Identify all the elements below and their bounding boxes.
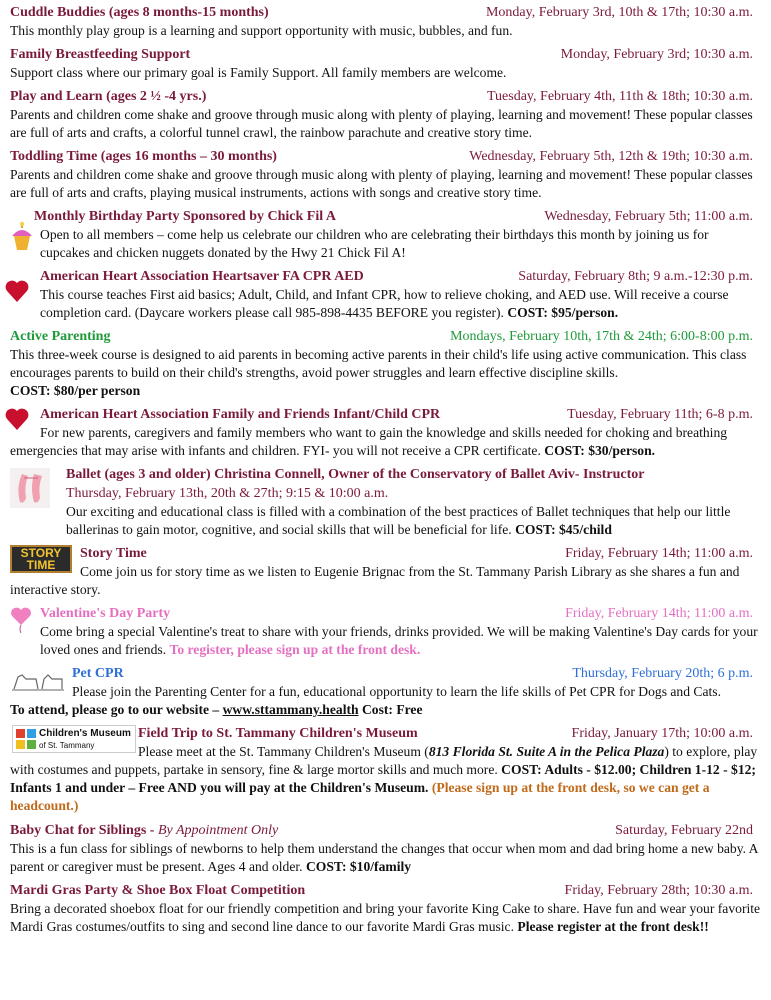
event-title: Pet CPR (72, 666, 124, 681)
event-date: Monday, February 3rd, 10th & 17th; 10:30 a.m. (485, 5, 753, 20)
event-date: Friday, February 14th; 11:00 a.m. (565, 546, 753, 561)
event-description: Come bring a special Valentine's treat to share with your friends, drinks provided. We will be making Valentine's Day cards for your loved ones and friends. (40, 624, 758, 657)
event-cost: COST: $95/person. (507, 305, 619, 320)
event-mardi-gras (10, 882, 761, 936)
event-date: Monday, February 3rd; 10:30 a.m. (560, 47, 753, 62)
event-description: Parents and children come shake and groove through music along with plenty of playing, learning and movement! These popular classes are full of arts and crafts, a colorful tunnel crawl, the rainbow parachute and creative story time. (10, 107, 753, 140)
event-date: Thursday, February 20th; 6 p.m. (572, 666, 753, 681)
event-family-breastfeeding (10, 46, 761, 82)
story-time-logo: STORY TIME (10, 545, 72, 573)
event-ballet (10, 466, 761, 539)
childrens-museum-logo (12, 725, 136, 753)
heart-icon (4, 406, 30, 432)
event-date: Saturday, February 8th; 9 a.m.-12:30 p.m. (518, 269, 753, 284)
event-field-trip (10, 725, 761, 815)
event-description: Support class where our primary goal is Family Support. All family members are welcome. (10, 65, 507, 80)
event-date: Mondays, February 10th, 17th & 24th; 6:00-8:00 p.m. (450, 329, 753, 344)
event-title: Monthly Birthday Party Sponsored by Chick Fil A (34, 209, 336, 224)
event-description-suffix: ) to explore, play with costumes and puppets, partake in sensory, fine & large mortor skills and much more. (10, 744, 758, 777)
event-heartsaver-cpr (10, 268, 761, 322)
event-cost: COST: $45/child (515, 522, 612, 537)
event-date: Tuesday, February 11th; 6-8 p.m. (567, 407, 753, 422)
event-title: Story Time (80, 546, 147, 561)
event-cost: COST: $30/person. (544, 443, 656, 458)
website-link[interactable]: www.sttammany.health (222, 702, 359, 717)
event-cost: COST: Adults - $12.00; Children 1-12 - $12; Infants 1 and under – Free AND you will pay at the Children's Museum. (10, 762, 756, 795)
event-description: Come join us for story time as we listen to Eugenie Brignac from the St. Tammany Parish Library as she shares a fun and interactive story. (10, 564, 740, 597)
event-description: Open to all members – come help us celebrate our children who are celebrating their birthdays this month by joining us for cupcakes and chicken nuggets donated by the Hwy 21 Chick Fil A! (40, 227, 709, 260)
event-family-friends-cpr (10, 406, 761, 460)
event-date: Thursday, February 13th, 20th & 27th; 9:15 & 10:00 a.m. (66, 486, 389, 501)
event-title: Mardi Gras Party & Shoe Box Float Competition (10, 883, 306, 898)
event-date: Friday, January 17th; 10:00 a.m. (571, 726, 753, 741)
event-cost: COST: $10/family (305, 859, 412, 874)
event-baby-chat (10, 821, 761, 876)
event-title: Field Trip to St. Tammany Children's Museum (138, 726, 418, 741)
event-description-prefix: Please meet at the St. Tammany Children's Museum ( (138, 744, 429, 759)
event-description: Please join the Parenting Center for a fun, educational opportunity to learn the life skills of Pet CPR for Dogs and Cats. (72, 684, 721, 699)
event-description: Bring a decorated shoebox float for our friendly competition and bring your favorite King Cake to share. Have fun and wear your favorite Mardi Gras costumes/outfits to sing and second line dance to our favorite Mardi Gras music. (10, 901, 761, 934)
event-date: Tuesday, February 4th, 11th & 18th; 10:30 a.m. (487, 89, 753, 104)
ballet-shoes-icon (10, 468, 50, 508)
event-date: Wednesday, February 5th; 11:00 a.m. (544, 209, 753, 224)
event-valentines-party (10, 605, 761, 659)
event-description: Our exciting and educational class is filled with a combination of the best practices of Ballet techniques that help our little ballerinas to gain motor, cognitive, and social skills that will be beneficial for life. (66, 504, 731, 537)
headcount-note: (Please sign up at the front desk, so we can get a headcount.) (10, 780, 710, 813)
event-pet-cpr (10, 665, 761, 719)
event-date: Friday, February 28th; 10:30 a.m. (564, 883, 753, 898)
event-title: Baby Chat for Siblings - (10, 823, 158, 838)
event-title: Ballet (ages 3 and older) Christina Connell, Owner of the Conservatory of Ballet Aviv- Instructor (66, 467, 645, 482)
event-subtitle: By Appointment Only (157, 823, 279, 838)
event-title: Play and Learn (ages 2 ½ -4 yrs.) (10, 89, 207, 104)
heart-icon (4, 278, 30, 304)
event-description: For new parents, caregivers and family members who want to gain the knowledge and skills needed for choking and breathing emergencies that may arise with infants and children. FYI- you will not receive a CPR certificate. (10, 425, 728, 458)
event-title: Valentine's Day Party (40, 606, 171, 621)
event-cuddle-buddies (10, 4, 761, 40)
event-play-and-learn (10, 88, 761, 142)
event-description: This three-week course is designed to aid parents in becoming active parents in their child's life using active communication. This class encourages parents to build on their child's strengths, avoid power struggles and learn effective discipline skills. (10, 347, 747, 380)
event-description: Parents and children come shake and groove through music along with plenty of playing, learning and movement! These popular classes are full of arts and crafts, playing musical instruments, actions with songs and creative story time. (10, 167, 753, 200)
museum-logo-mark-icon (15, 728, 37, 750)
event-date: Wednesday, February 5th, 12th & 19th; 10:30 a.m. (469, 149, 753, 164)
event-description: This monthly play group is a learning and support opportunity with music, bubbles, and fun. (10, 23, 513, 38)
event-cost: Cost: Free (358, 702, 423, 717)
museum-address: 813 Florida St. Suite A in the Pelica Plaza (428, 744, 665, 759)
event-active-parenting (10, 328, 761, 400)
dog-cat-icon (12, 669, 64, 691)
website-prefix: To attend, please go to our website – (10, 702, 223, 717)
event-date: Friday, February 14th; 11:00 a.m. (565, 606, 753, 621)
event-cost: COST: $80/per person (10, 383, 141, 398)
event-birthday-party (10, 208, 761, 262)
event-title: Toddling Time (ages 16 months – 30 months) (10, 149, 277, 164)
event-description: This is a fun class for siblings of newborns to help them understand the changes that occur when mom and dad bring home a new baby. A parent or caregiver must be present. Ages 4 and older. (10, 841, 758, 874)
cupcake-icon (10, 222, 34, 252)
event-story-time (10, 545, 761, 599)
event-title: American Heart Association Family and Friends Infant/Child CPR (40, 407, 441, 422)
register-note: To register, please sign up at the front desk. (169, 642, 421, 657)
event-description: This course teaches First aid basics; Adult, Child, and Infant CPR, how to relieve choking, and AED use. Will receive a course completion card. (Daycare workers please call 985-898-4435 BEFORE you register). (40, 287, 729, 320)
register-note: Please register at the front desk!! (517, 919, 709, 934)
valentine-balloon-icon (10, 607, 32, 633)
event-toddling-time (10, 148, 761, 202)
museum-logo-sub: of St. Tammany (39, 741, 95, 750)
museum-logo-name: Children's Museum (39, 728, 131, 739)
event-title: Cuddle Buddies (ages 8 months-15 months) (10, 5, 269, 20)
event-title: Family Breastfeeding Support (10, 47, 191, 62)
event-date: Saturday, February 22nd (615, 823, 753, 838)
event-title: American Heart Association Heartsaver FA CPR AED (40, 269, 364, 284)
event-title: Active Parenting (10, 329, 111, 344)
